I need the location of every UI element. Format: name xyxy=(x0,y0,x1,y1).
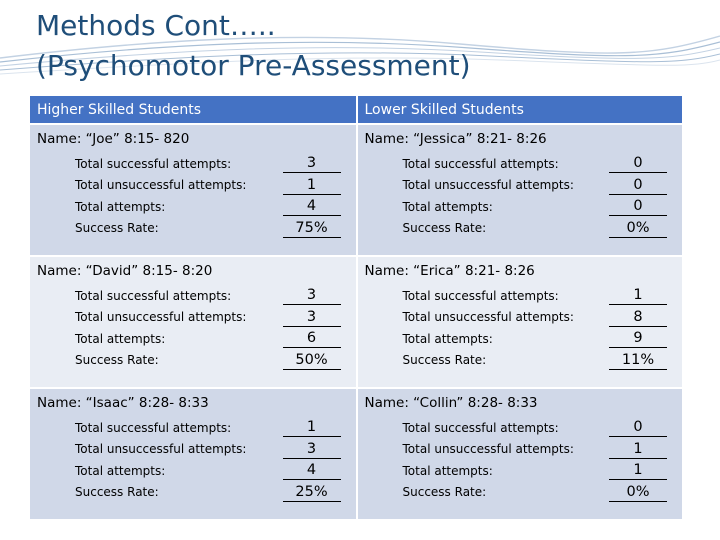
metric-list xyxy=(75,417,349,503)
metric-row xyxy=(403,482,676,504)
metric-value: 50% xyxy=(283,351,341,370)
metric-list xyxy=(403,417,676,503)
metric-value: 4 xyxy=(283,197,341,216)
metric-value: 0% xyxy=(609,219,667,238)
metric-label: Total attempts: xyxy=(75,463,166,478)
metric-value: 0 xyxy=(609,176,667,195)
student-name: Name: “Erica” 8:21- 8:26 xyxy=(364,263,535,279)
metric-label: Total attempts: xyxy=(402,463,493,478)
slide-title xyxy=(36,6,471,86)
assessment-table xyxy=(30,96,684,519)
metric-value: 3 xyxy=(283,286,341,305)
slide-title-line1: Methods Cont….. xyxy=(36,9,276,42)
metric-row xyxy=(403,439,676,461)
table-body xyxy=(30,124,683,519)
metric-row xyxy=(403,175,676,197)
student-name: Name: “David” 8:15- 8:20 xyxy=(37,263,213,279)
metric-value: 0 xyxy=(609,418,667,437)
student-name: Name: “Joe” 8:15- 820 xyxy=(37,131,190,147)
metric-label: Success Rate: xyxy=(402,485,487,500)
metric-value: 1 xyxy=(609,461,667,480)
metric-value: 75% xyxy=(283,219,341,238)
metric-row xyxy=(75,460,349,482)
table-row xyxy=(30,388,683,519)
metric-label: Total attempts: xyxy=(75,331,166,346)
metric-row xyxy=(75,196,349,218)
metric-value: 0% xyxy=(609,483,667,502)
metric-label: Success Rate: xyxy=(75,221,159,236)
student-name: Name: “Jessica” 8:21- 8:26 xyxy=(364,131,547,147)
metric-row xyxy=(75,175,349,197)
metric-row xyxy=(75,153,349,175)
metric-value: 1 xyxy=(283,176,341,195)
metric-value: 0 xyxy=(609,197,667,216)
metric-row xyxy=(403,417,676,439)
metric-row xyxy=(403,328,676,350)
metric-row xyxy=(403,218,676,240)
slide-title-line2: (Psychomotor Pre-Assessment) xyxy=(36,49,471,82)
metric-value: 3 xyxy=(283,440,341,459)
metric-value: 4 xyxy=(283,461,341,480)
metric-row xyxy=(75,439,349,461)
metric-label: Total successful attempts: xyxy=(75,156,232,171)
metric-list xyxy=(403,285,676,371)
header-row xyxy=(30,96,683,124)
metric-list xyxy=(403,153,676,239)
student-cell-lower xyxy=(357,124,684,256)
metric-row xyxy=(75,482,349,504)
metric-row xyxy=(403,460,676,482)
metric-row xyxy=(403,285,676,307)
metric-label: Success Rate: xyxy=(402,353,487,368)
metric-value: 6 xyxy=(283,329,341,348)
metric-value: 9 xyxy=(609,329,667,348)
metric-label: Total successful attempts: xyxy=(75,420,232,435)
metric-row xyxy=(75,417,349,439)
metric-label: Total unsuccessful attempts: xyxy=(75,442,247,457)
header-lower: Lower Skilled Students xyxy=(357,96,684,124)
metric-row xyxy=(403,196,676,218)
metric-row xyxy=(75,285,349,307)
metric-label: Total unsuccessful attempts: xyxy=(402,178,574,193)
metric-value: 11% xyxy=(609,351,667,370)
header-higher: Higher Skilled Students xyxy=(30,96,357,124)
metric-value: 3 xyxy=(283,308,341,327)
metric-row xyxy=(75,218,349,240)
metric-label: Total successful attempts: xyxy=(402,288,559,303)
metric-label: Total attempts: xyxy=(402,331,493,346)
metric-value: 0 xyxy=(609,154,667,173)
metric-label: Total successful attempts: xyxy=(402,156,559,171)
metric-row xyxy=(403,350,676,372)
metric-row xyxy=(75,307,349,329)
metric-list xyxy=(75,153,349,239)
metric-label: Total successful attempts: xyxy=(402,420,559,435)
student-cell-lower xyxy=(357,256,684,388)
metric-row xyxy=(403,307,676,329)
metric-list xyxy=(75,285,349,371)
metric-row xyxy=(403,153,676,175)
metric-value: 1 xyxy=(609,286,667,305)
metric-label: Success Rate: xyxy=(402,221,487,236)
metric-row xyxy=(75,328,349,350)
metric-value: 3 xyxy=(283,154,341,173)
student-name: Name: “Collin” 8:28- 8:33 xyxy=(364,395,538,411)
metric-label: Total unsuccessful attempts: xyxy=(402,442,574,457)
metric-label: Total unsuccessful attempts: xyxy=(75,310,247,325)
metric-value: 25% xyxy=(283,483,341,502)
metric-label: Total successful attempts: xyxy=(75,288,232,303)
metric-label: Total unsuccessful attempts: xyxy=(75,178,247,193)
metric-row xyxy=(75,350,349,372)
student-name: Name: “Isaac” 8:28- 8:33 xyxy=(37,395,209,411)
student-cell-higher xyxy=(30,388,357,519)
metric-label: Success Rate: xyxy=(75,485,159,500)
metric-label: Success Rate: xyxy=(75,353,159,368)
table-row xyxy=(30,256,683,388)
metric-value: 8 xyxy=(609,308,667,327)
student-cell-lower xyxy=(357,388,684,519)
student-cell-higher xyxy=(30,124,357,256)
table-row xyxy=(30,124,683,256)
student-cell-higher xyxy=(30,256,357,388)
metric-value: 1 xyxy=(283,418,341,437)
metric-value: 1 xyxy=(609,440,667,459)
metric-label: Total attempts: xyxy=(75,199,166,214)
metric-label: Total unsuccessful attempts: xyxy=(402,310,574,325)
metric-label: Total attempts: xyxy=(402,199,493,214)
